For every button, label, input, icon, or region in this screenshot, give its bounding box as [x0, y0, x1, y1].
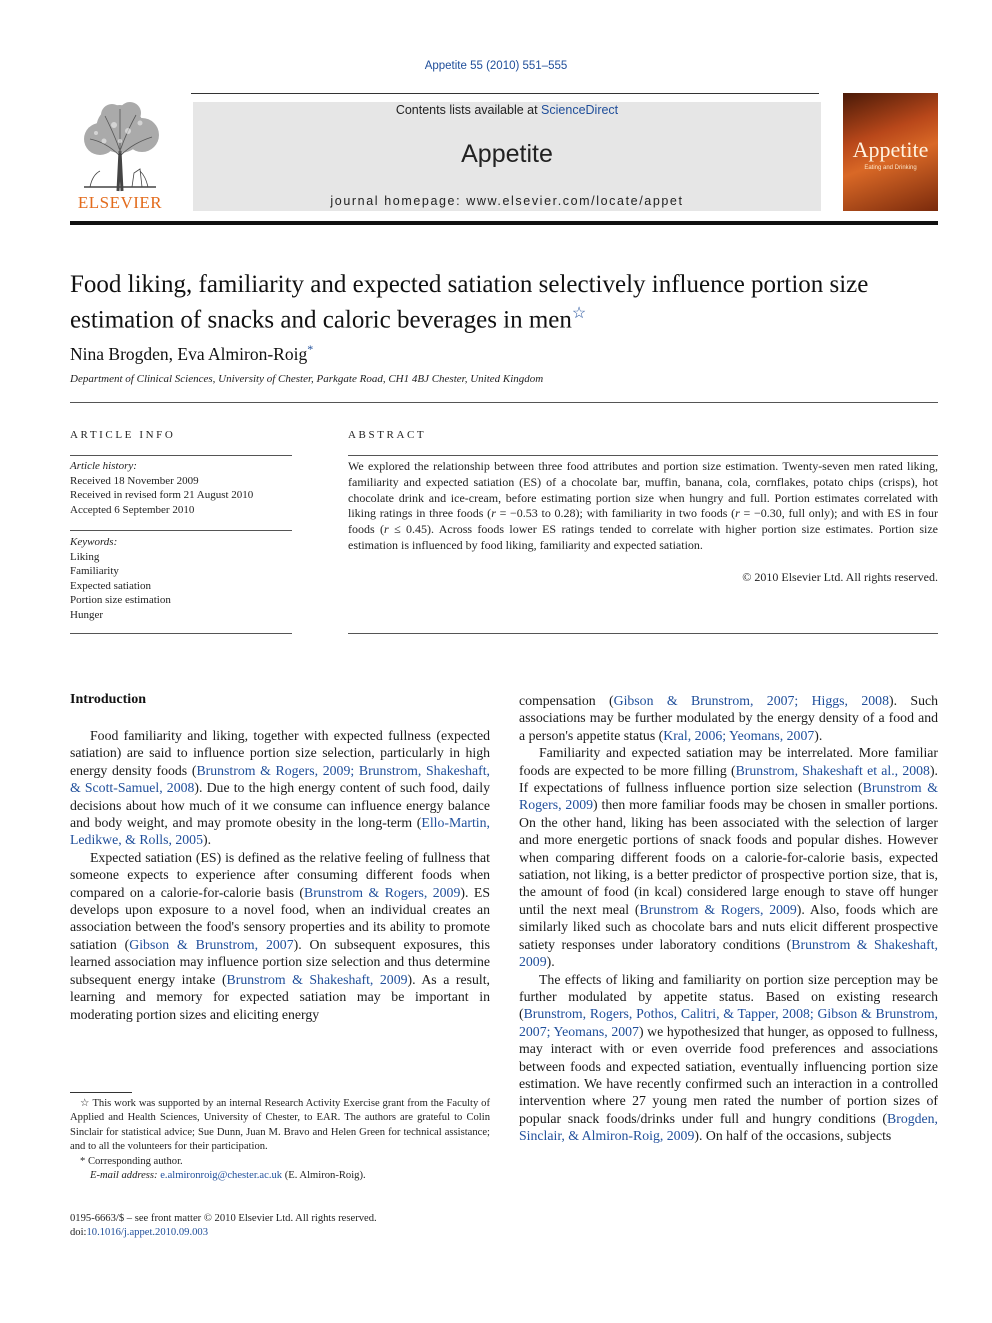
text: ).	[202, 832, 212, 848]
footnote-text: This work was supported by an internal Research Activity Exercise grant from the Faculty of Applied and Health Sciences, University of Chester, to EAR. The authors are grateful to Colin Sinclair for statistical advice; Sue Dunn, Juan M. Bravo and Helen Green for technical assistance; and to all the volunteers for their participation.	[70, 1098, 491, 1153]
abstract-rule	[348, 633, 938, 634]
accepted-date: Accepted 6 September 2010	[70, 503, 195, 516]
doi-link[interactable]: 10.1016/j.appet.2010.09.003	[86, 1227, 209, 1239]
info-rule	[70, 530, 292, 531]
footnote-asterisk: *	[80, 1155, 86, 1167]
abstract-part: = −0.30, full only); and with ES in four foods (	[348, 506, 938, 537]
abstract-part: We explored the relationship between three food attributes and portion size estimation. Twenty-seven men rated liking, familiarity and expected satiation (ES) of a chocolate bar, muffin, banana, cola, cornflakes, potato chips (crisps), hot chocolate drink and ice-cream, before estimating portion size when hungry and full. Portion estimates correlated with liking ratings in three foods (	[348, 459, 938, 521]
info-rule	[70, 633, 292, 634]
publisher-name: ELSEVIER	[77, 193, 163, 212]
corresponding-author-mark[interactable]: *	[307, 342, 314, 356]
contents-line	[193, 103, 821, 117]
article-history	[70, 459, 292, 517]
tree-icon	[70, 101, 170, 193]
text: Food familiarity and liking, together with expected fullness (expected satiation) are said to influence portion size selection, particularly in high energy density foods (	[70, 728, 490, 778]
citation-link[interactable]: Gibson & Brunstrom, 2007	[129, 936, 294, 952]
paragraph	[70, 849, 490, 1023]
article-info-heading: ARTICLE INFO	[70, 429, 176, 441]
doi-prefix: doi:	[70, 1227, 87, 1239]
text: ). Due to the high energy content of such food, daily decisions about how much of it we consume can influence energy balance and body weight, and may promote obesity in the long-term (	[70, 780, 490, 831]
citation-link[interactable]: Brunstrom & Rogers, 2009	[519, 780, 938, 813]
keywords	[70, 535, 292, 622]
journal-title: Appetite	[461, 140, 553, 168]
email-label: E-mail address:	[90, 1170, 161, 1182]
paragraph	[519, 744, 938, 970]
citation-link[interactable]: Brunstrom & Rogers, 2009; Brunstrom, Shakeshaft, & Scott-Samuel, 2008	[70, 762, 490, 796]
body-column-left	[70, 727, 490, 1023]
section-heading-introduction: Introduction	[70, 692, 146, 707]
email-line	[70, 1169, 490, 1183]
doi-line	[70, 1226, 490, 1240]
article-title-text: Food liking, familiarity and expected satiation selectively influence portion size estimation of snacks and caloric beverages in men	[70, 271, 869, 334]
abstract-rule	[348, 455, 938, 456]
affiliation: Department of Clinical Sciences, University of Chester, Parkgate Road, CH1 4BJ Chester, United Kingdom	[70, 373, 544, 385]
corresponding-footnote	[70, 1155, 490, 1169]
abstract-part: ≤ 0.45). Across foods lower ES ratings tended to correlate with higher portion size estimates. Portion size estimation is influenced by food liking, familiarity and expected satiation.	[348, 522, 938, 552]
footnote-rule	[70, 1092, 132, 1093]
text: ).	[546, 954, 555, 970]
citation-link[interactable]: Kral, 2006; Yeomans, 2007	[663, 727, 815, 743]
issn-line: 0195-6663/$ – see front matter © 2010 Elsevier Ltd. All rights reserved.	[70, 1213, 377, 1224]
stat-symbol: r	[384, 522, 389, 537]
author-list	[70, 342, 313, 365]
keyword: Liking	[70, 550, 100, 563]
footnotes	[70, 1097, 490, 1183]
text: ) then more familiar foods may be chosen in smaller portions. On the other hand, liking has been associated with the selection of larger and more energetic portions of snack foods and popular dishes. However when comparing different foods on a calorie-for-calorie basis, expected satiation, not liking, is a better predictor of prospective portion size, that is, the amount of food (in kcal) considered large enough to stave off hunger until the next meal (	[519, 797, 938, 917]
paragraph	[70, 727, 490, 849]
text: The effects of liking and familiarity on portion size perception may be further modulated by appetite status. Based on existing research (	[519, 971, 938, 1022]
history-label: Article history:	[70, 460, 137, 472]
stat-symbol: r	[735, 506, 740, 521]
header-thick-rule	[70, 221, 938, 225]
text: Expected satiation (ES) is defined as the relative feeling of fullness that someone expects to experience after consuming different foods when compared on a calorie-for-calorie basis (	[70, 849, 490, 900]
paragraph	[519, 692, 938, 744]
elsevier-tree-logo	[70, 101, 170, 213]
issn-doi-block	[70, 1212, 490, 1241]
text: ). On half of the occasions, subjects	[694, 1128, 892, 1144]
text: compensation (	[519, 693, 614, 708]
citation-link[interactable]: Gibson & Brunstrom, 2007; Higgs, 2008	[613, 693, 889, 708]
email-suffix: (E. Almiron-Roig).	[282, 1170, 366, 1182]
citation-link[interactable]: Brogden, Sinclair, & Almiron-Roig, 2009	[519, 1110, 938, 1144]
footnote-text: Corresponding author.	[85, 1155, 183, 1167]
received-date: Received 18 November 2009	[70, 474, 199, 487]
keyword: Portion size estimation	[70, 594, 171, 606]
text: ). If expectations of fullness influence portion size selection (	[519, 762, 938, 796]
abstract-copyright: © 2010 Elsevier Ltd. All rights reserved.	[742, 570, 938, 584]
abstract-heading: ABSTRACT	[348, 429, 427, 441]
contents-prefix: Contents lists available at	[395, 103, 542, 117]
paragraph	[519, 971, 938, 1145]
header-rule	[191, 93, 819, 94]
text: ). Such associations may be further modulated by the energy density of a food and a person's appetite status (	[519, 693, 938, 743]
stat-symbol: r	[491, 506, 496, 521]
citation-link[interactable]: Brunstrom & Shakeshaft, 2009	[226, 971, 408, 987]
citation-link[interactable]: Ello-Martin, Ledikwe, & Rolls, 2005	[70, 815, 490, 848]
revised-date: Received in revised form 21 August 2010	[70, 489, 254, 501]
info-rule	[70, 455, 292, 456]
citation-link[interactable]: Brunstrom & Shakeshaft, 2009	[519, 936, 938, 970]
sciencedirect-link[interactable]: ScienceDirect	[541, 103, 619, 117]
keyword: Expected satiation	[70, 579, 151, 592]
text: ). Also, foods which are similarly liked such as chocolate bars and nuts elicit different prospective satiety responses under laboratory conditions (	[519, 901, 939, 952]
title-rule	[70, 402, 938, 403]
keyword: Familiarity	[70, 565, 119, 577]
abstract-part: = −0.53 to 0.28); with familiarity in two foods (	[495, 506, 736, 521]
cover-title: Appetite	[852, 137, 929, 162]
citation-link[interactable]: Brunstrom, Rogers, Pothos, Calitri, & Tapper, 2008; Gibson & Brunstrom, 2007; Yeomans, 2007	[519, 1006, 938, 1039]
citation-link[interactable]: Brunstrom, Shakeshaft et al., 2008	[735, 762, 930, 778]
title-footnote-star-icon[interactable]: ☆	[571, 305, 587, 322]
cover-subtitle: Eating and Drinking	[864, 165, 917, 171]
email-link[interactable]: e.almironroig@chester.ac.uk	[160, 1170, 283, 1182]
text: ). As a result, learning and memory for expected satiation may be important in moderating portion sizes and eliciting energy	[70, 971, 490, 1022]
citation-link[interactable]: Brunstrom & Rogers, 2009	[639, 901, 797, 917]
text: ).	[814, 727, 823, 743]
article-title	[70, 270, 940, 334]
authors-text: Nina Brogden, Eva Almiron-Roig	[70, 343, 308, 364]
journal-masthead	[193, 102, 821, 211]
text: ). ES develops upon exposure to a novel food, when an individual creates an association between the food's sensory properties and its ability to promote satiation (	[70, 884, 490, 952]
footnote-star-icon: ☆	[80, 1098, 90, 1109]
funding-footnote	[70, 1097, 490, 1155]
text: ) we hypothesized that hunger, as opposed to fullness, may interact with or even override food preferences and associations between foods and expected satiation, eventually influencing portion size estimation. We have recently confirmed such an interaction in a controlled intervention where 27 young men rated the number of portion sizes of popular snack foods/drinks under full and hungry conditions (	[519, 1023, 938, 1126]
journal-cover-image	[843, 93, 938, 211]
text: Familiarity and expected satiation may be interrelated. More familiar foods are expected to be more filling (	[519, 745, 938, 778]
journal-citation-link[interactable]: Appetite 55 (2010) 551–555	[424, 60, 568, 72]
citation-link[interactable]: Brunstrom & Rogers, 2009	[304, 884, 461, 900]
abstract-text	[348, 459, 938, 554]
journal-homepage[interactable]: journal homepage: www.elsevier.com/locate/appet	[330, 194, 684, 208]
body-column-right	[519, 692, 938, 1145]
text: ). On subsequent exposures, this learned association may influence portion size selection and thus determine subsequent energy intake (	[70, 936, 490, 987]
keywords-label: Keywords:	[70, 536, 118, 548]
keyword: Hunger	[70, 608, 103, 621]
